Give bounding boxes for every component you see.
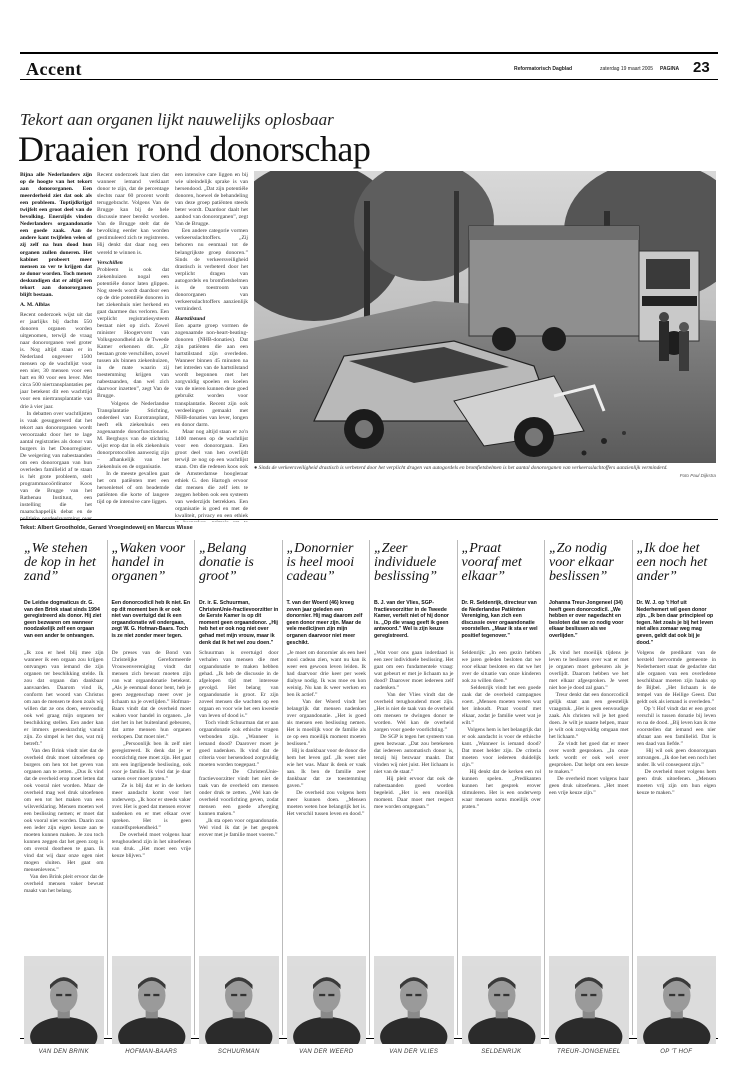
- interview-quote: „Zo nodig voor elkaar beslissen”: [549, 541, 614, 584]
- interview-column: [458, 540, 544, 1055]
- interview-quote: „Belang donatie is groot”: [199, 541, 254, 584]
- interviews-credit: Tekst: Albert Grootholde, Gerard Vroegindeweij en Marcus Wisse: [20, 525, 193, 531]
- portrait-photo: [637, 956, 717, 1044]
- article-body-3: een intensive care liggen en bij wie uiteindelijk sprake is van hersendood. „Dat zijn potentiële donoren, hoewel de behandeling van deze groep patiënten steeds beter wordt. Daardoor daalt het aanbod van donororganen”, zegt Van de Brugge. Een andere categorie vormen verkeersslachtoffers. „Zij behoren nu eenmaal tot de belangrijkste groep donoren.” Sinds de verkeersveiligheid drastisch is verbeterd door het verplicht dragen van autogordels en bromfietshelmen is de toestroom van donororganen van verkeersslachtoffers aanzienlijk verminderd.: [175, 172, 248, 312]
- article-column-3: [175, 172, 248, 522]
- portrait-photo: [374, 956, 454, 1044]
- interview-intro: Dr. R. Seldenrijk, directeur van de Nederlandse Patiënten Vereniging, kan zich een discussie over orgaandonatie voorstellen. „Maar ik sta er wel positief tegenover.”: [461, 600, 538, 639]
- article-body-2: Recent onderzoek laat zien dat wanneer iemand verklaart donor te zijn, dat de percentage slechts naar 60 procent wordt teruggebracht. Volgens Van de Brugge kan bij de hele discussie meer bereikt worden. Van de Brugge stelt dat de bevolking eerder kan worden gestimuleerd zich te registreren. Hij denkt dat daar nog een wereld te winnen is.: [97, 172, 169, 256]
- interview-quote: „Waken voor handel in organen”: [111, 541, 186, 584]
- interviewee-name: TREUR-JONGENEEL: [556, 1049, 621, 1055]
- interview-intro: Dr. W. J. op 't Hof uit Nederhemert wil geen donor zijn. „Ik ben daar principieel op tegen. Net zoals je bij het leven niet alles zomaar weg mag geven, geldt dat ook bij je dood.”: [636, 600, 714, 646]
- crash-photo: [254, 171, 716, 463]
- interview-body: Schuurman is overtuigd door verhalen van mensen die met orgaandonatie te maken hebben gehad. „Ik heb de discussie in de afgelopen tijd met interesse gevolgd. Het belang van orgaandonatie is groot. Er zijn zoveel mensen die wachten op een orgaan en voor wie het een kwestie van leven of dood is.” Toch vindt Schuurman dat er aan orgaandonatie ook ethische vragen verbonden zijn. „Wanneer is iemand dood? Daarover moet je goed nadenken. Ik vind dat de criteria voor hersendood zorgvuldig moeten worden toegepast.” De ChristenUnie-fractievoorzitter vindt het niet de taak van de overheid om mensen onder druk te zetten. „Wel kan de overheid voorlichting geven, zodat mensen een goede afweging kunnen maken.” „Ik sta open voor orgaandonatie. Wel vind ik dat je het gesprek erover met je familie moet voeren.”: [199, 650, 279, 838]
- interview-column: [20, 540, 106, 1055]
- column-divider: [282, 540, 283, 1035]
- article-lead: Bijna alle Nederlanders zijn op de hoogte van het tekort aan donororganen. Een meerderheid ziet dat ook als een probleem. Toptijdkrijgd twijfelt een groot deel van de bevolking. Enerzijds vinden Nederlanders orgaandonatie een goede zaak. Aan de andere kant twijfelen velen of zij zelf na hun dood hun organen zullen doneren. Het kabinet probeert meer mensen zo ver te krijgen dat ze donor worden. Toch menen deskundigen dat er altijd een tekort aan donororganen blijft bestaan.: [20, 172, 92, 298]
- masthead-top-rule: [20, 52, 718, 54]
- interviews-top-rule: [20, 519, 718, 520]
- article-kicker: Tekort aan organen lijkt nauwelijks oplosbaar: [20, 110, 334, 129]
- interviewee-name: VAN DEN BRINK: [38, 1049, 89, 1055]
- column-divider: [107, 540, 108, 1035]
- interview-intro: T. van der Woerd (46) kreeg zeven jaar geleden een donornier. Hij mag daarom zelf geen donor meer zijn. Maar de vele medicijnen zijn mijn organen daarvoor niet meer geschikt.: [286, 600, 363, 646]
- interview-body: De preses van de Bond van Christelijke Gereformeerde Vrouwenvereniging vindt dat mensen zich bewust moeten zijn van wat orgaandonatie betekent. „Als je eenmaal donor bent, heb je geen zeggenschap meer over je lichaam na je overlijden.” Hofman-Baars vindt dat de overheid moet waken voor handel in organen. „Je ziet het in het buitenland gebeuren, dat arme mensen hun organen verkopen. Dat moet niet.” „Persoonlijk ben ik zelf niet geregistreerd. Ik denk dat je er voorzichtig mee moet zijn. Het gaat om een ingrijpende beslissing, ook voor je familie. Ik vind dat je daar samen over moet praten.” Ze is blij dat er in de kerken meer aandacht komt voor het onderwerp. „Ik hoor er steeds vaker over. Het is goed dat mensen erover nadenken en er met elkaar over spreken. Het is geen vanzelfsprekendheid.” De overheid moet volgens haar terughoudend zijn in het uitoefenen van druk. „Het moet een vrije keuze blijven.”: [111, 650, 191, 859]
- portrait-photo: [549, 956, 629, 1044]
- portrait-photo: [287, 956, 367, 1044]
- article-byline: A. M. Alblas: [20, 301, 50, 308]
- article-subhead-verschillen: Verschillen: [97, 259, 123, 266]
- caption-bullet: ●: [254, 465, 258, 471]
- article-subhead-hartstilstand: Hartstilstand: [175, 315, 206, 322]
- interviewee-name: VAN DER WEERD: [299, 1049, 354, 1055]
- portrait-illustration: [287, 956, 367, 1044]
- interviewee-name: VAN DER VLIES: [389, 1049, 439, 1055]
- interview-body: „Je moet om donornier als een heel mooi cadeau zien, want nu kan ik weer een gewoon leven leiden. Ik had daarvoor drie keer per week dialyse nodig. Ik was moe en kon weinig. Nu kan ik weer werken en ben ik actief.” Van der Woerd vindt het belangrijk dat mensen nadenken over orgaandonatie. „Het is goed als mensen een beslissing nemen. Het is moeilijk voor de familie als ze op een moeilijk moment moeten beslissen.” Hij is dankbaar voor de donor die hem het leven gaf. „Ik weet niet wie het was. Maar ik denk er vaak aan. Ik ben de familie zeer dankbaar dat ze toestemming gaven.” De overheid zou volgens hem meer kunnen doen. „Mensen moeten weten hoe belangrijk het is. Het verschil tussen leven en dood.”: [286, 650, 366, 817]
- article-column-2: [97, 172, 169, 522]
- caption-text: Sinds de verkeersveiligheid drastisch is verbeterd door het verplicht dragen van autogordels en bromfietshelmen is het aantal donororganen van verkeersslachtoffers aanzienlijk verminderd.: [258, 465, 668, 471]
- page-label: PAGINA: [660, 66, 680, 72]
- portrait-illustration: [374, 956, 454, 1044]
- interview-column: [370, 540, 456, 1055]
- portrait-illustration: [199, 956, 279, 1044]
- portrait-photo: [112, 956, 192, 1044]
- column-divider: [194, 540, 195, 1035]
- article-headline: Draaien rond donorschap: [18, 129, 371, 169]
- interview-body: Seldenrijk: „In een gezin hebben we jaren geleden besloten dat we voor elkaar besloten en dat we het over de situatie van onze kinderen ook zo willen doen.” Seldenrijk vindt het een goede zaak dat de overheid campagnes voert. „Mensen moeten weten wat het inhoudt. Praat vooraf met elkaar, zodat je familie weet wat je wilt.” Volgens hem is het belangrijk dat er ook aandacht is voor de ethische kant. „Wanneer is iemand dood? Dat moet helder zijn. De criteria moeten voor iedereen duidelijk zijn.” Hij denkt dat de kerken een rol kunnen spelen. „Predikanten kunnen het gesprek erover stimuleren. Het is een onderwerp waar mensen soms moeilijk over praten.”: [461, 650, 541, 810]
- interviewee-name: OP 'T HOF: [660, 1049, 693, 1055]
- column-divider: [369, 540, 370, 1035]
- interview-quote: „Ik doe het een noch het ander”: [636, 541, 708, 584]
- interview-intro: Dr. ir. E. Schuurman, ChristenUnie-fractievoorzitter in de Eerste Kamer is op dit moment geen orgaandonor. „Hij heb het er ook nog niet over gehad met mijn vrouw, maar ik denk dat ik het wel zou doen.”: [199, 600, 279, 646]
- portrait-illustration: [112, 956, 192, 1044]
- column-divider: [457, 540, 458, 1035]
- interview-body: „Wat voor ons gaan inderdaad is een zeer individuele beslissing. Het gaat om een fundamentele vraag: wat gebeurt er met je lichaam na je dood? Daarover moet iedereen zelf nadenken.” Van der Vlies vindt dat de overheid terughoudend moet zijn. „Het is niet de taak van de overheid om mensen te dwingen donor te worden. Wel kan de overheid zorgen voor goede voorlichting.” De SGP is tegen het systeem van geen bezwaar. „Dat zou betekenen dat iedereen automatisch donor is, tenzij hij bezwaar maakt. Dat vinden wij niet juist. Het lichaam is niet van de staat.” Hij pleit ervoor dat ook de nabestaanden goed worden begeleid. „Het is een moeilijk moment. Daar moet met respect mee worden omgegaan.”: [374, 650, 454, 810]
- interview-quote: „Praat vooraf met elkaar”: [461, 541, 522, 584]
- portrait-illustration: [549, 956, 629, 1044]
- interviewee-name: SCHUURMAN: [217, 1049, 260, 1055]
- interview-intro: Johanna Treur-Jongeneel (34) heeft geen donorcodicil. „We hebben er over nagedacht en besloten dat we zo nodig voor elkaar beslissen als we overlijden.”: [549, 600, 624, 639]
- article-body-3b: Een aparte groep vormen de zogenaamde non-heart-beating-donoren (NHB-donaties). Dat zijn patiënten die aan een hartstilstand zijn overleden. Wanneer binnen 45 minuten na het intreden van de hartstilstand wordt begonnen met het zorgvuldig spoelen en koelen van de nieren kunnen deze goed gebruikt worden voor transplantatie. Recent zijn ook verdeelingen gemaakt met NHB-donaties van lever, longen en donor darm. Maar nog altijd staan er zo'n 1400 mensen op de wachtlijst voor een donororgaan. Een groot deel van hen overlijdt terwijl ze nog op een wachtlijst staan. Om die redenen koos ook de Amsterdamse hoogleraar ethiek G. den Hartogh ervoor dat mensen die zelf iets te zeggen hebben ook een systeem van wederzijds betrekken. Een organisatie is goed en met de kwaliteit, privacy en een ethiek: [175, 322, 248, 520]
- publication-name: Reformatorisch Dagblad: [514, 66, 573, 72]
- interview-column: [633, 540, 719, 1055]
- issue-date: zaterdag 19 maart 2005: [600, 66, 654, 72]
- interview-intro: De Leidse dogmaticus dr. G. van den Brink staat sinds 1994 geregistreerd als donor. Hij ziet geen bezwaren om wanneer noodzakelijk zelf een orgaan van een ander te ontvangen.: [24, 600, 102, 639]
- column-divider: [544, 540, 545, 1035]
- interview-quote: „Donornier is heel mooi cadeau”: [286, 541, 355, 584]
- portrait-photo: [462, 956, 542, 1044]
- masthead-bottom-rule: [20, 79, 718, 80]
- interview-intro: B. J. van der Vlies, SGP-fractievoorzitter in de Tweede Kamer, vertelt niet of hij donor is. „Op die vraag geeft ik geen antwoord.” Wel is zijn keuze geregistreerd.: [374, 600, 449, 639]
- section-title: Accent: [26, 59, 82, 79]
- interview-column: [545, 540, 631, 1055]
- portrait-illustration: [637, 956, 717, 1044]
- article-body-2b: Probleem is ook dat ziekenhuizen nogal een potentiële donor laten glippen. Nog steeds wordt daardoor een op de drie potentiële donoren in het ziekenhuis niet herkend en gaat daarmee dus verloren. Een verplicht registratiesysteem bestaat niet op zich. Zowel minister Hoogervorst van Volksgezondheid als de Tweede Kamer erkennen dit. „Er bestaan grote verschillen, zowel tussen als binnen ziekenhuizen, in de mate waarin zij toestemming krijgen van nabestaanden, dan wel zich daarvoor inzetten”, zegt Van de Brugge. Volgens de Nederlandse Transplantatie Stichting, onderdeel van Eurotransplant, heeft elk ziekenhuis een zogenaamde donorfunctionaris. M. Berghuys van de stichting wijst erop dat in elk ziekenhuis donorprotocollen aanwezig zijn – afhankelijk van het ziekenhuis en de organisatie. In de meeste gevallen gaat het om patiënten met een hersenletsel of om beademde patiënten die korte of langere tijd op de intensive care liggen.: [97, 266, 169, 506]
- interview-quote: „We stehen de kop in het zand”: [24, 541, 96, 584]
- interview-column: [283, 540, 369, 1055]
- portrait-illustration: [24, 956, 104, 1044]
- portrait-photo: [199, 956, 279, 1044]
- portrait-illustration: [462, 956, 542, 1044]
- interview-quote: „Zeer individuele beslissing”: [374, 541, 438, 584]
- page-number: 23: [693, 59, 710, 76]
- photo-credit: Foto Paul Dijkstra: [679, 473, 716, 478]
- column-divider: [632, 540, 633, 1035]
- interviewee-name: HOFMAN-BAARS: [125, 1049, 178, 1055]
- portrait-photo: [24, 956, 104, 1044]
- photo-caption: [254, 465, 716, 479]
- interview-column: [195, 540, 281, 1055]
- article-column-1: [20, 172, 92, 522]
- article-body-1: Recent onderzoek wijst uit dat er jaarlijks bij dachts 550 donoren organen worden uitgenomen, terwijl de vraag naar donororganen veel groter is. Nog altijd staan er in Nederland ongeveer 1500 mensen op de wachtlijst voor een nier, 30 mensen voor een hart en 80 voor een lever. Met circa 500 niertransplantaties per jaar betekent dit een wachttijd voor een niertransplantatie van drie à vier jaar. In debatten over wachtlijsten is vaak gesuggereerd dat het tekort aan donororganen wordt veroorzaakt door het te lage aantal registraties als donor van burgers in het Donorregister. De weigering van nabestaanden om een donororgaan van hun overleden familielid af te staan is hét grote probleem, stelt programmacoördinator Koos van de Brugge van het Rathenau Instituut, een instelling die het maatschappelijk debat en de: [20, 311, 92, 516]
- interview-column: [108, 540, 194, 1055]
- interview-body: Volgens de predikant van de hersteld hervormde gemeente in Nederhemert staat de gedachte dat alle organen van een overledene beschikbaar moeten zijn haaks op de Bijbel. „Het lichaam is de tempel van de Heilige Geest. Dat geldt ook als iemand is overleden.” Op 't Hof vindt dat er een groot verschil is tussen donatie bij leven en na de dood. „Bij leven kan ik me voorstellen dat iemand een nier afstaat aan een familielid. Dat is een daad van liefde.” Hij wil ook geen donororgaan ontvangen. „Ik doe het een noch het ander. Ik wil consequent zijn.” De overheid moet volgens hem geen druk uitoefenen. „Mensen moeten vrij zijn om hun eigen keuze te maken.”: [636, 650, 716, 796]
- interview-body: „Ik zou er heel blij mee zijn wanneer ik een orgaan zou krijgen ontvangen van iemand die zijn organen ter beschikking stelde. Ik zou dat orgaan dan dankbaar aanvaarden. Daarom vind ik, conform het woord van Christus om aan de mensen te doen zoals wij willen dat ze ons doen, eenvoudig ook wel graag mijn organen ter beschikking stellen. Een ander kan er immers geneeskrachtig vanuit zijn. Zo simpel is het dus, wat mij betreft.” Van den Brink vindt niet dat de overheid druk moet uitoefenen op burgers om hen tot het geven van organen aan te zetten. „Dus ik vind dat de overheid erop moet letten dat ook vooral niet worden. Maar de overheid mag wel druk uitoefenen om een tot het maken van een wilsverklaring. Mensen moeten wel een beslissing nemen; er moet dat ook vooral niet worden. Daarin zou een ieder zijn eigen keuze aan te moeten kunnen maken. Je zou toch kunnen zeggen dat het geen zorg is om overal doorheen te gaan. Ik vind dat wij daar onze ogen niet mogen sluiten. Het gaat om mensenlevens.” Van den Brink pleit ervoor dat de overheid mensen vaker bewust maakt van het belang.: [24, 650, 104, 894]
- interviewee-name: SELDENRIJK: [481, 1049, 522, 1055]
- interview-body: „Ik vind het moeilijk tijdens je leven te beslissen over wat er met je organen moet gebeuren als je overlijdt. Daarom hebben we het met elkaar afgesproken. Je weet niet hoe je dood zal gaan.” Treur denkt dat een donorcodicil gelijk staat aan een geestelijk vraagstuk. „Het is geen eenvoudige zaak. Als christen wil je het goed doen. Je wilt je naaste helpen, maar je wilt ook zorgvuldig omgaan met het lichaam.” Ze vindt het goed dat er meer over wordt gesproken. „In onze kerk wordt er ook wel over gesproken. Dat helpt om een keuze te maken.” De overheid moet volgens haar geen druk uitoefenen. „Het moet een vrije keuze zijn.”: [549, 650, 629, 796]
- interview-intro: Een donorcodicil heb ik niet. En op dit moment ben ik er ook niet van overtuigd dat ik een orgaandonatie wil ondergaan, zegt W. G. Hofman-Baars. Toch is ze niet zonder meer tegen.: [111, 600, 191, 639]
- crash-scene-illustration: [254, 171, 716, 463]
